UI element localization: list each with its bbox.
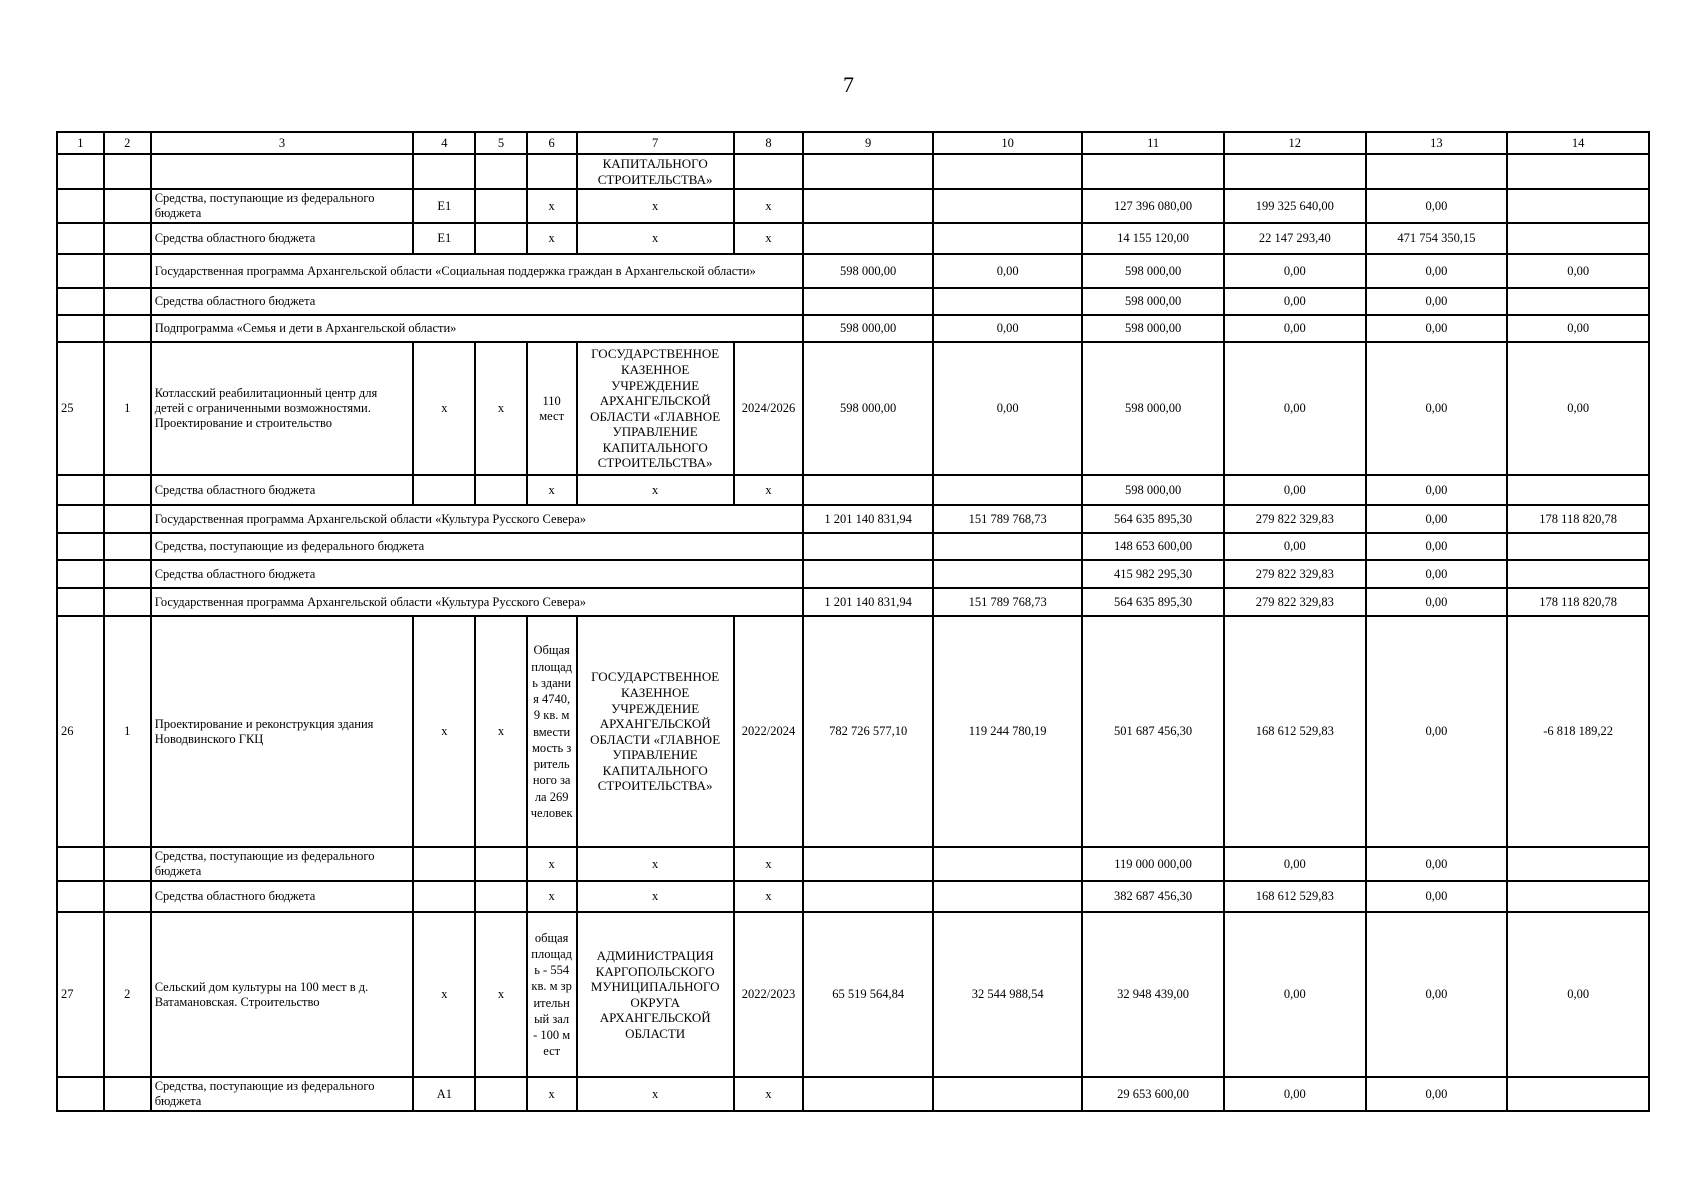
table-row xyxy=(57,254,1649,288)
amount-cell: 598 000,00 xyxy=(1082,288,1224,315)
amount-cell: 0,00 xyxy=(1366,189,1508,223)
row-number-cell: 27 xyxy=(57,912,104,1077)
capacity-cell: x xyxy=(527,189,577,223)
amount-cell: 0,00 xyxy=(1366,475,1508,505)
period-cell: 2022/2024 xyxy=(734,616,804,847)
table-row xyxy=(57,533,1649,560)
period-cell: x xyxy=(734,189,804,223)
amount-cell: 0,00 xyxy=(1366,342,1508,475)
column-number: 10 xyxy=(933,132,1082,154)
capacity-cell: x xyxy=(527,223,577,254)
amount-cell: 782 726 577,10 xyxy=(803,616,933,847)
budget-table xyxy=(56,131,1650,1112)
capacity-cell: x xyxy=(527,475,577,505)
column-number: 13 xyxy=(1366,132,1508,154)
amount-cell: 168 612 529,83 xyxy=(1224,881,1366,912)
amount-cell: 0,00 xyxy=(933,315,1082,342)
period-cell: 2024/2026 xyxy=(734,342,804,475)
table-row xyxy=(57,560,1649,588)
table-row xyxy=(57,154,1649,189)
table-row xyxy=(57,189,1649,223)
amount-cell: 0,00 xyxy=(1366,881,1508,912)
amount-cell: 382 687 456,30 xyxy=(1082,881,1224,912)
code-cell: E1 xyxy=(413,189,475,223)
name-cell: Средства областного бюджета xyxy=(151,288,804,315)
amount-cell: 598 000,00 xyxy=(803,342,933,475)
program-name-cell: Государственная программа Архангельской области «Социальная поддержка граждан в Архангельской области» xyxy=(151,254,804,288)
period-cell: x xyxy=(734,847,804,881)
code-cell: x xyxy=(413,912,475,1077)
period-cell: x xyxy=(734,223,804,254)
name-cell: Средства, поступающие из федерального бюджета xyxy=(151,1077,414,1111)
amount-cell: 0,00 xyxy=(1366,288,1508,315)
item-number-cell: 1 xyxy=(104,342,151,475)
object-name-cell: Проектирование и реконструкция здания Новодвинского ГКЦ xyxy=(151,616,414,847)
column-number: 14 xyxy=(1507,132,1649,154)
amount-cell: 178 118 820,78 xyxy=(1507,505,1649,533)
column-number: 1 xyxy=(57,132,104,154)
amount-cell: 0,00 xyxy=(1224,288,1366,315)
column-number: 2 xyxy=(104,132,151,154)
executor-cell: ГОСУДАРСТВЕННОЕ КАЗЕННОЕ УЧРЕЖДЕНИЕ АРХАНГЕЛЬСКОЙ ОБЛАСТИ «ГЛАВНОЕ УПРАВЛЕНИЕ КАПИТАЛЬНОГО СТРОИТЕЛЬСТВА» xyxy=(577,342,734,475)
column-number: 3 xyxy=(151,132,414,154)
table-row xyxy=(57,223,1649,254)
code-cell: x xyxy=(413,616,475,847)
amount-cell: 598 000,00 xyxy=(1082,254,1224,288)
amount-cell: 151 789 768,73 xyxy=(933,505,1082,533)
object-name-cell: Котласский реабилитационный центр для детей с ограниченными возможностями. Проектирование и строительство xyxy=(151,342,414,475)
capacity-cell: x xyxy=(527,881,577,912)
name-cell: Средства, поступающие из федерального бюджета xyxy=(151,189,414,223)
capacity-cell: общая площадь - 554 кв. м зрительный зал - 100 мест xyxy=(527,912,577,1077)
amount-cell: 0,00 xyxy=(1507,254,1649,288)
amount-cell: 178 118 820,78 xyxy=(1507,588,1649,616)
amount-cell: 168 612 529,83 xyxy=(1224,616,1366,847)
amount-cell: 0,00 xyxy=(1366,254,1508,288)
amount-cell: 0,00 xyxy=(1224,475,1366,505)
column-number-row xyxy=(57,132,1649,154)
executor-cell: x xyxy=(577,475,734,505)
capacity-cell: 110 мест xyxy=(527,342,577,475)
column-number: 8 xyxy=(734,132,804,154)
period-cell: x xyxy=(734,881,804,912)
row-number-cell: 25 xyxy=(57,342,104,475)
amount-cell: 148 653 600,00 xyxy=(1082,533,1224,560)
amount-cell: 0,00 xyxy=(1366,1077,1508,1111)
subprogram-name-cell: Подпрограмма «Семья и дети в Архангельской области» xyxy=(151,315,804,342)
column-number: 9 xyxy=(803,132,933,154)
name-cell: Средства областного бюджета xyxy=(151,475,414,505)
table-row xyxy=(57,616,1649,847)
executor-cell: КАПИТАЛЬНОГО СТРОИТЕЛЬСТВА» xyxy=(577,154,734,189)
amount-cell: 598 000,00 xyxy=(803,315,933,342)
period-cell: x xyxy=(734,475,804,505)
row-number-cell: 26 xyxy=(57,616,104,847)
amount-cell: 564 635 895,30 xyxy=(1082,505,1224,533)
column-number: 11 xyxy=(1082,132,1224,154)
executor-cell: x xyxy=(577,1077,734,1111)
amount-cell: 0,00 xyxy=(1366,616,1508,847)
amount-cell: 0,00 xyxy=(1224,533,1366,560)
table-row xyxy=(57,1077,1649,1111)
amount-cell: 0,00 xyxy=(1366,560,1508,588)
amount-cell: 0,00 xyxy=(1507,912,1649,1077)
name-cell: Средства областного бюджета xyxy=(151,881,414,912)
amount-cell: 0,00 xyxy=(1224,254,1366,288)
amount-cell: -6 818 189,22 xyxy=(1507,616,1649,847)
amount-cell: 22 147 293,40 xyxy=(1224,223,1366,254)
table-row xyxy=(57,881,1649,912)
executor-cell: x xyxy=(577,847,734,881)
column-number: 5 xyxy=(475,132,526,154)
program-name-cell: Государственная программа Архангельской области «Культура Русского Севера» xyxy=(151,505,804,533)
amount-cell: 471 754 350,15 xyxy=(1366,223,1508,254)
amount-cell: 0,00 xyxy=(933,342,1082,475)
amount-cell: 598 000,00 xyxy=(1082,315,1224,342)
amount-cell: 119 244 780,19 xyxy=(933,616,1082,847)
amount-cell: 0,00 xyxy=(1366,505,1508,533)
amount-cell: 279 822 329,83 xyxy=(1224,560,1366,588)
name-cell: Средства, поступающие из федерального бюджета xyxy=(151,847,414,881)
amount-cell: 0,00 xyxy=(1224,1077,1366,1111)
table-row xyxy=(57,588,1649,616)
page-number: 7 xyxy=(843,72,854,97)
amount-cell: 0,00 xyxy=(1224,847,1366,881)
executor-cell: x xyxy=(577,223,734,254)
code-cell: x xyxy=(475,342,526,475)
table-row xyxy=(57,288,1649,315)
amount-cell: 0,00 xyxy=(1507,315,1649,342)
amount-cell: 14 155 120,00 xyxy=(1082,223,1224,254)
executor-cell: АДМИНИСТРАЦИЯ КАРГОПОЛЬСКОГО МУНИЦИПАЛЬНОГО ОКРУГА АРХАНГЕЛЬСКОЙ ОБЛАСТИ xyxy=(577,912,734,1077)
program-name-cell: Государственная программа Архангельской области «Культура Русского Севера» xyxy=(151,588,804,616)
name-cell: Средства, поступающие из федерального бюджета xyxy=(151,533,804,560)
table-row xyxy=(57,912,1649,1077)
amount-cell: 0,00 xyxy=(933,254,1082,288)
amount-cell: 598 000,00 xyxy=(803,254,933,288)
executor-cell: ГОСУДАРСТВЕННОЕ КАЗЕННОЕ УЧРЕЖДЕНИЕ АРХАНГЕЛЬСКОЙ ОБЛАСТИ «ГЛАВНОЕ УПРАВЛЕНИЕ КАПИТАЛЬНОГО СТРОИТЕЛЬСТВА» xyxy=(577,616,734,847)
amount-cell: 1 201 140 831,94 xyxy=(803,588,933,616)
amount-cell: 65 519 564,84 xyxy=(803,912,933,1077)
amount-cell: 32 948 439,00 xyxy=(1082,912,1224,1077)
amount-cell: 0,00 xyxy=(1366,533,1508,560)
amount-cell: 0,00 xyxy=(1366,912,1508,1077)
amount-cell: 501 687 456,30 xyxy=(1082,616,1224,847)
name-cell: Средства областного бюджета xyxy=(151,560,804,588)
capacity-cell: x xyxy=(527,847,577,881)
amount-cell: 32 544 988,54 xyxy=(933,912,1082,1077)
capacity-cell: Общая площадь здания 4740,9 кв. м вместимость зрительного зала 269 человек xyxy=(527,616,577,847)
executor-cell: x xyxy=(577,189,734,223)
amount-cell: 0,00 xyxy=(1224,912,1366,1077)
amount-cell: 415 982 295,30 xyxy=(1082,560,1224,588)
period-cell: 2022/2023 xyxy=(734,912,804,1077)
code-cell: x xyxy=(475,912,526,1077)
object-name-cell: Сельский дом культуры на 100 мест в д. Ватамановская. Строительство xyxy=(151,912,414,1077)
table-row xyxy=(57,315,1649,342)
code-cell: x xyxy=(475,616,526,847)
amount-cell: 0,00 xyxy=(1224,342,1366,475)
column-number: 4 xyxy=(413,132,475,154)
amount-cell: 598 000,00 xyxy=(1082,342,1224,475)
amount-cell: 279 822 329,83 xyxy=(1224,505,1366,533)
amount-cell: 564 635 895,30 xyxy=(1082,588,1224,616)
amount-cell: 0,00 xyxy=(1366,588,1508,616)
amount-cell: 119 000 000,00 xyxy=(1082,847,1224,881)
column-number: 6 xyxy=(527,132,577,154)
amount-cell: 29 653 600,00 xyxy=(1082,1077,1224,1111)
column-number: 12 xyxy=(1224,132,1366,154)
amount-cell: 1 201 140 831,94 xyxy=(803,505,933,533)
executor-cell: x xyxy=(577,881,734,912)
amount-cell: 598 000,00 xyxy=(1082,475,1224,505)
amount-cell: 127 396 080,00 xyxy=(1082,189,1224,223)
code-cell: x xyxy=(413,342,475,475)
amount-cell: 199 325 640,00 xyxy=(1224,189,1366,223)
amount-cell: 0,00 xyxy=(1507,342,1649,475)
table-row xyxy=(57,505,1649,533)
period-cell: x xyxy=(734,1077,804,1111)
code-cell: A1 xyxy=(413,1077,475,1111)
table-row xyxy=(57,475,1649,505)
column-number: 7 xyxy=(577,132,734,154)
amount-cell: 151 789 768,73 xyxy=(933,588,1082,616)
item-number-cell: 2 xyxy=(104,912,151,1077)
name-cell: Средства областного бюджета xyxy=(151,223,414,254)
capacity-cell: x xyxy=(527,1077,577,1111)
table-row xyxy=(57,847,1649,881)
amount-cell: 0,00 xyxy=(1224,315,1366,342)
code-cell: E1 xyxy=(413,223,475,254)
amount-cell: 0,00 xyxy=(1366,315,1508,342)
table-row xyxy=(57,342,1649,475)
amount-cell: 279 822 329,83 xyxy=(1224,588,1366,616)
item-number-cell: 1 xyxy=(104,616,151,847)
amount-cell: 0,00 xyxy=(1366,847,1508,881)
